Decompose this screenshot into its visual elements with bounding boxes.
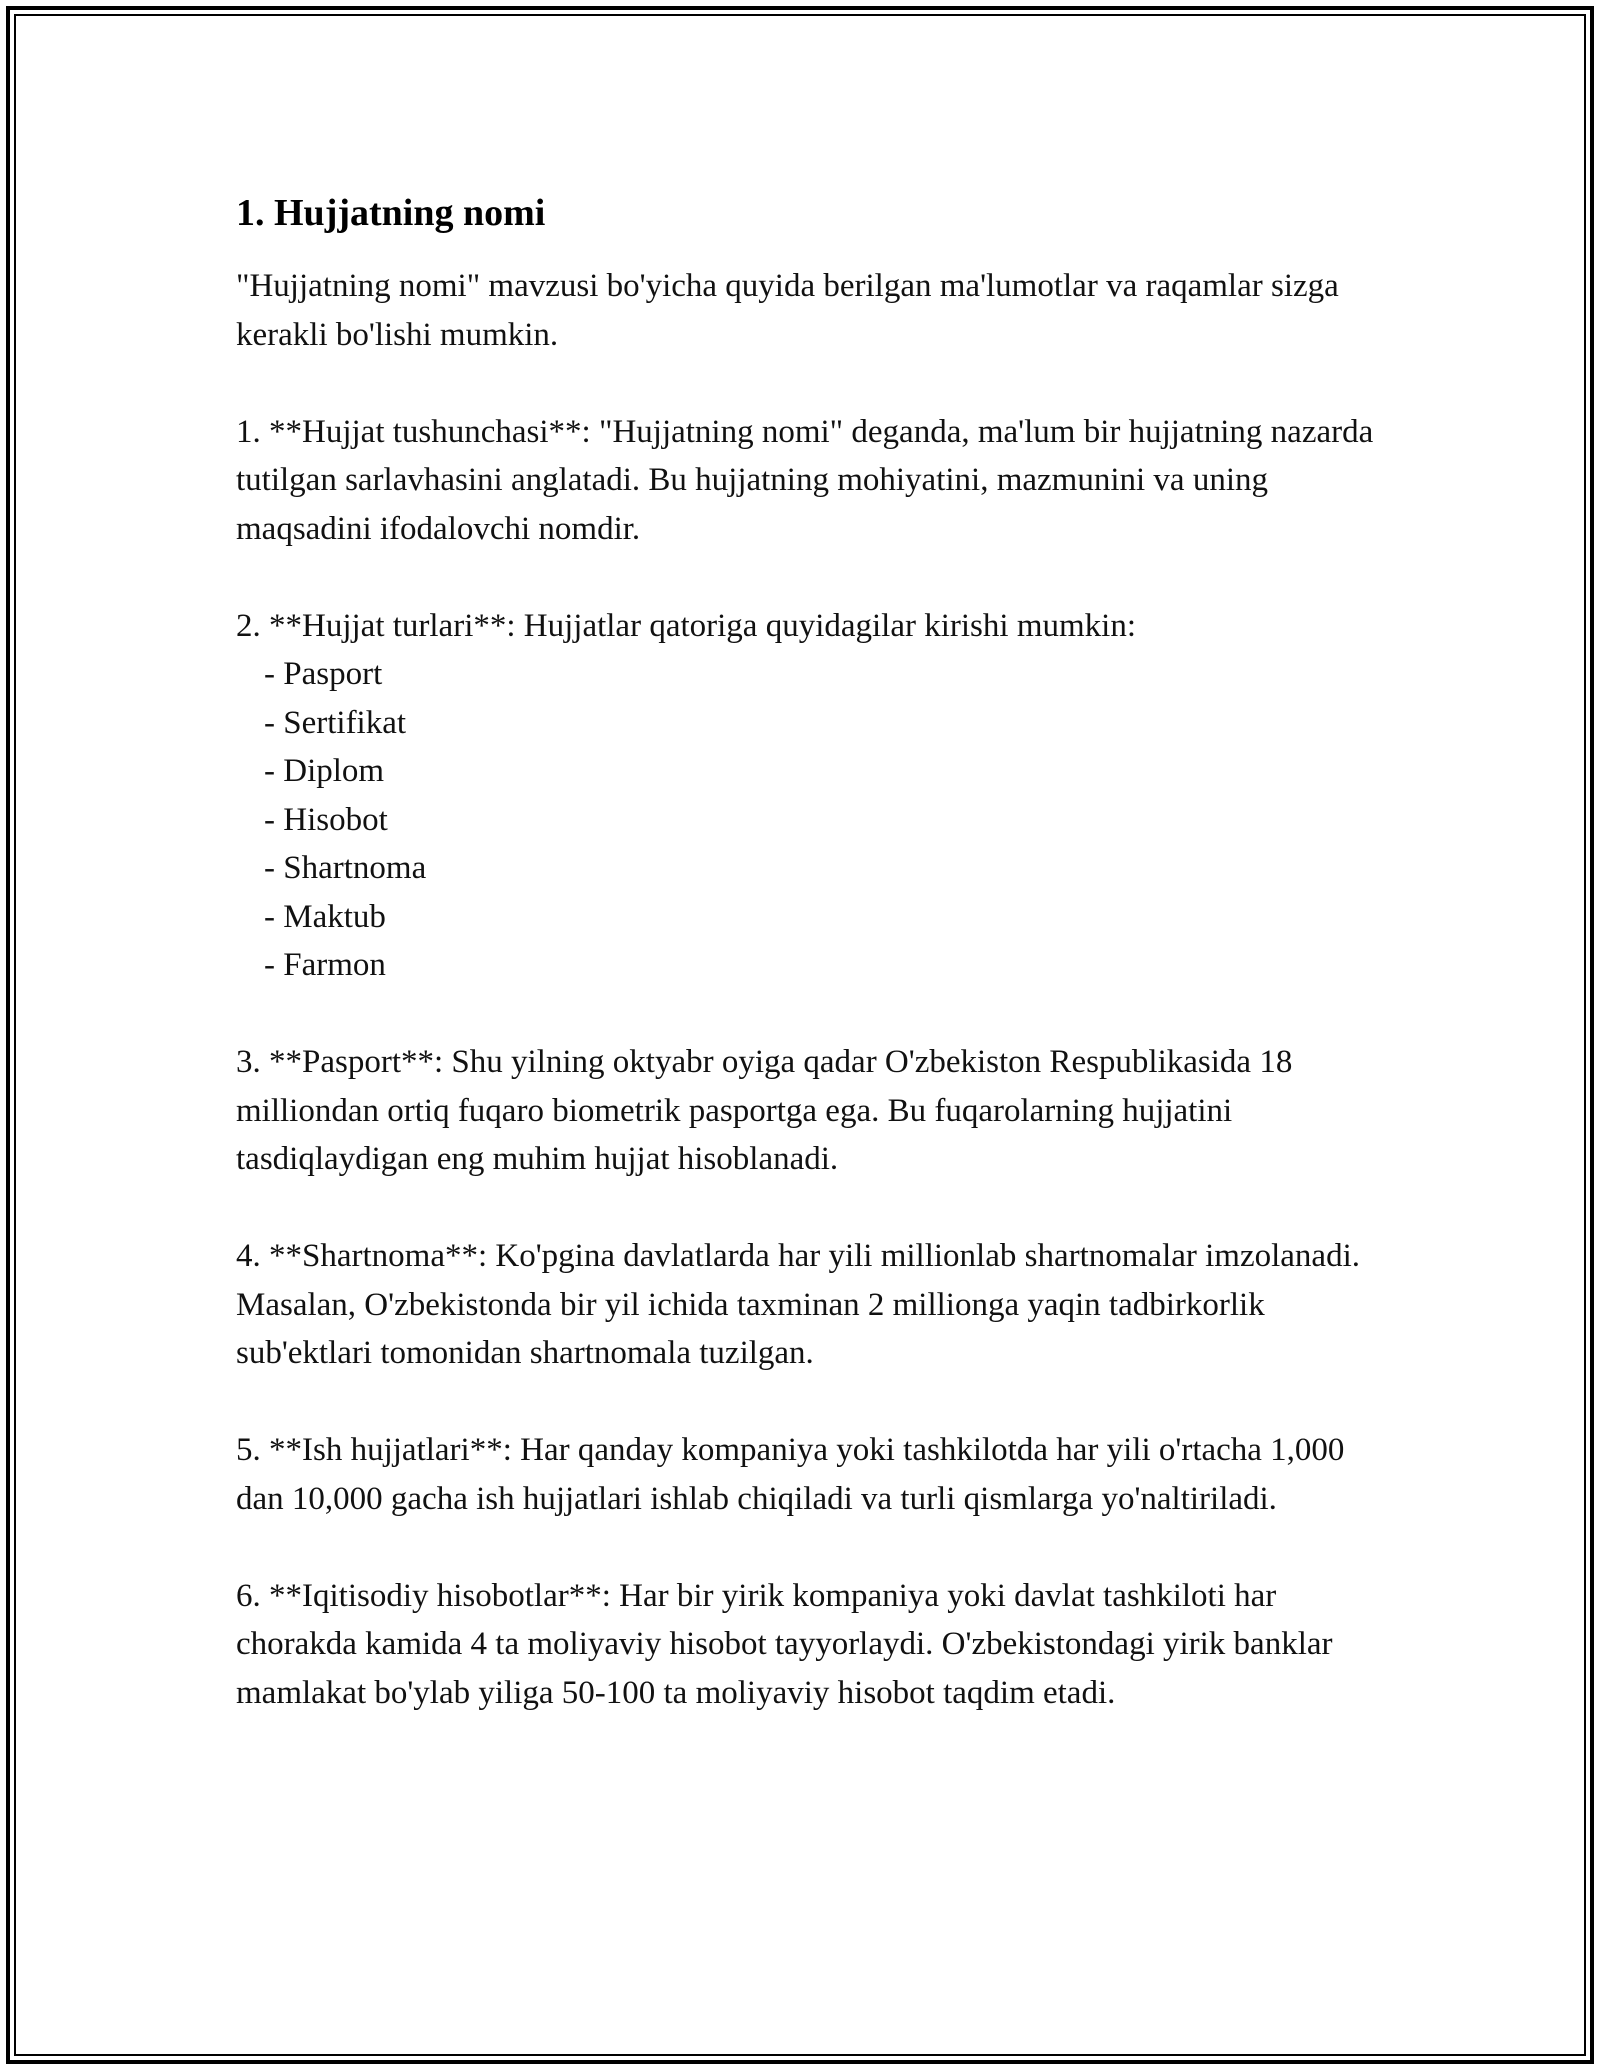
- document-types-list: [236, 650, 1386, 990]
- document-body: [236, 188, 1386, 1717]
- section-economic-reports: 6. **Iqitisodiy hisobotlar**: Har bir yirik kompaniya yoki davlat tashkiloti har chorakda kamida 4 ta moliyaviy hisobot tayyorlaydi. O'zbekistondagi yirik banklar mamlakat bo'ylab yiliga 50-100 ta moliyaviy hisobot taqdim etadi.: [236, 1577, 1333, 1711]
- section-work-documents: 5. **Ish hujjatlari**: Har qanday kompaniya yoki tashkilotda har yili o'rtacha 1,000 dan 10,000 gacha ish hujjatlari ishlab chiqiladi va turli qismlarga yo'naltiriladi.: [236, 1432, 1345, 1517]
- list-item: - Pasport: [264, 656, 383, 692]
- intro-paragraph: "Hujjatning nomi" mavzusi bo'yicha quyida berilgan ma'lumotlar va raqamlar sizga kerakli bo'lishi mumkin.: [236, 268, 1339, 353]
- list-item: - Maktub: [264, 898, 386, 935]
- list-item: - Hisobot: [264, 801, 388, 838]
- document-heading: 1. Hujjatning nomi: [236, 192, 546, 234]
- list-item: - Farmon: [264, 947, 386, 983]
- list-item: - Diplom: [264, 753, 385, 789]
- list-item: - Shartnoma: [264, 850, 427, 886]
- section-types: 2. **Hujjat turlari**: Hujjatlar qatoriga quyidagilar kirishi mumkin:: [236, 607, 1136, 644]
- section-contract: 4. **Shartnoma**: Ko'pgina davlatlarda har yili millionlab shartnomalar imzolanadi. Masalan, O'zbekistonda bir yil ichida taxminan 2 millionga yaqin tadbirkorlik sub'ektlari tomonidan shartnomala tuzilgan.: [236, 1238, 1360, 1371]
- list-item: - Sertifikat: [264, 704, 407, 741]
- section-passport: 3. **Pasport**: Shu yilning oktyabr oyiga qadar O'zbekiston Respublikasida 18 milliondan ortiq fuqaro biometrik pasportga ega. Bu fuqarolarning hujjatini tasdiqlaydigan eng muhim hujjat hisoblanadi.: [236, 1044, 1293, 1177]
- section-concept: 1. **Hujjat tushunchasi**: "Hujjatning nomi" deganda, ma'lum bir hujjatning nazarda tutilgan sarlavhasini anglatadi. Bu hujjatning mohiyatini, mazmunini va uning maqsadini ifodalovchi nomdir.: [236, 413, 1374, 547]
